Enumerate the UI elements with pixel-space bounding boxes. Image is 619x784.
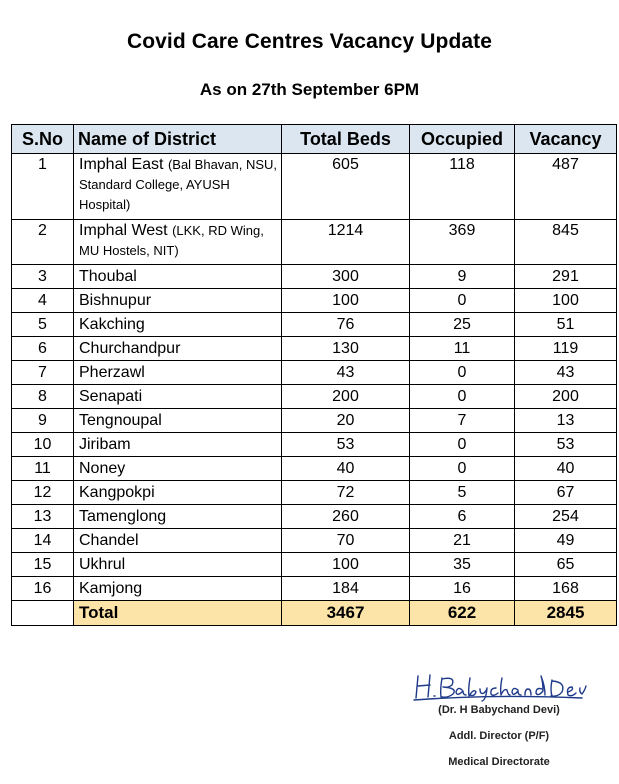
district-name: Pherzawl bbox=[79, 364, 145, 381]
cell-vacancy: 487 bbox=[515, 154, 617, 220]
cell-total-beds: 20 bbox=[282, 409, 410, 433]
cell-vacancy: 51 bbox=[515, 313, 617, 337]
cell-vacancy: 100 bbox=[515, 289, 617, 313]
cell-vacancy: 43 bbox=[515, 361, 617, 385]
handwritten-signature bbox=[412, 670, 588, 704]
cell-total-beds: 300 bbox=[282, 265, 410, 289]
cell-vacancy: 119 bbox=[515, 337, 617, 361]
cell-vacancy: 168 bbox=[515, 577, 617, 601]
cell-total-beds: 70 bbox=[282, 529, 410, 553]
district-facilities-note: (LKK, RD Wing, MU Hostels, NIT) bbox=[79, 223, 264, 258]
table-row bbox=[12, 265, 617, 289]
total-blank-cell bbox=[12, 601, 74, 626]
district-name: Ukhrul bbox=[79, 556, 126, 573]
total-occupied-sum: 622 bbox=[410, 601, 515, 626]
cell-vacancy: 845 bbox=[515, 220, 617, 265]
cell-sno: 4 bbox=[12, 289, 74, 313]
cell-total-beds: 200 bbox=[282, 385, 410, 409]
cell-sno: 3 bbox=[12, 265, 74, 289]
cell-district bbox=[74, 154, 282, 220]
table-row bbox=[12, 361, 617, 385]
table-row bbox=[12, 385, 617, 409]
cell-vacancy: 40 bbox=[515, 457, 617, 481]
cell-total-beds: 130 bbox=[282, 337, 410, 361]
district-name: Churchandpur bbox=[79, 340, 181, 357]
table-header-row bbox=[12, 125, 617, 154]
cell-total-beds: 1214 bbox=[282, 220, 410, 265]
header-sno: S.No bbox=[12, 125, 74, 154]
cell-occupied: 0 bbox=[410, 433, 515, 457]
cell-sno: 1 bbox=[12, 154, 74, 220]
cell-occupied: 0 bbox=[410, 457, 515, 481]
district-name: Noney bbox=[79, 460, 126, 477]
cell-sno: 2 bbox=[12, 220, 74, 265]
cell-occupied: 6 bbox=[410, 505, 515, 529]
cell-sno: 6 bbox=[12, 337, 74, 361]
cell-district bbox=[74, 289, 282, 313]
cell-sno: 5 bbox=[12, 313, 74, 337]
district-name: Imphal East bbox=[79, 156, 164, 173]
district-name: Kakching bbox=[79, 316, 145, 333]
cell-district bbox=[74, 385, 282, 409]
header-district: Name of District bbox=[74, 125, 282, 154]
table-row bbox=[12, 337, 617, 361]
table-row bbox=[12, 220, 617, 265]
cell-total-beds: 605 bbox=[282, 154, 410, 220]
header-total-beds: Total Beds bbox=[282, 125, 410, 154]
vacancy-table bbox=[11, 124, 617, 626]
cell-district bbox=[74, 265, 282, 289]
cell-sno: 9 bbox=[12, 409, 74, 433]
total-beds-sum: 3467 bbox=[282, 601, 410, 626]
cell-total-beds: 72 bbox=[282, 481, 410, 505]
cell-district bbox=[74, 505, 282, 529]
cell-district bbox=[74, 481, 282, 505]
cell-occupied: 5 bbox=[410, 481, 515, 505]
district-name: Imphal West bbox=[79, 222, 168, 239]
table-row bbox=[12, 409, 617, 433]
table-row bbox=[12, 457, 617, 481]
cell-total-beds: 40 bbox=[282, 457, 410, 481]
page-subtitle: As on 27th September 6PM bbox=[199, 80, 420, 99]
cell-sno: 8 bbox=[12, 385, 74, 409]
cell-total-beds: 260 bbox=[282, 505, 410, 529]
cell-sno: 14 bbox=[12, 529, 74, 553]
cell-vacancy: 13 bbox=[515, 409, 617, 433]
cell-occupied: 21 bbox=[410, 529, 515, 553]
cell-district bbox=[74, 337, 282, 361]
cell-district bbox=[74, 529, 282, 553]
cell-district bbox=[74, 361, 282, 385]
cell-vacancy: 254 bbox=[515, 505, 617, 529]
cell-sno: 12 bbox=[12, 481, 74, 505]
signatory-designation: Addl. Director (P/F) bbox=[448, 730, 550, 742]
header-vacancy: Vacancy bbox=[515, 125, 617, 154]
cell-sno: 7 bbox=[12, 361, 74, 385]
table-row bbox=[12, 553, 617, 577]
cell-occupied: 0 bbox=[410, 289, 515, 313]
cell-total-beds: 43 bbox=[282, 361, 410, 385]
cell-vacancy: 200 bbox=[515, 385, 617, 409]
district-name: Jiribam bbox=[79, 436, 131, 453]
cell-total-beds: 100 bbox=[282, 553, 410, 577]
cell-occupied: 9 bbox=[410, 265, 515, 289]
cell-occupied: 35 bbox=[410, 553, 515, 577]
table-row bbox=[12, 154, 617, 220]
cell-occupied: 25 bbox=[410, 313, 515, 337]
cell-vacancy: 53 bbox=[515, 433, 617, 457]
district-name: Thoubal bbox=[79, 268, 137, 285]
table-row bbox=[12, 577, 617, 601]
cell-vacancy: 67 bbox=[515, 481, 617, 505]
cell-district bbox=[74, 313, 282, 337]
cell-occupied: 11 bbox=[410, 337, 515, 361]
cell-sno: 16 bbox=[12, 577, 74, 601]
signature-block bbox=[404, 664, 594, 776]
cell-vacancy: 65 bbox=[515, 553, 617, 577]
district-name: Bishnupur bbox=[79, 292, 152, 309]
cell-occupied: 16 bbox=[410, 577, 515, 601]
total-row bbox=[12, 601, 617, 626]
total-vacancy-sum: 2845 bbox=[515, 601, 617, 626]
table-row bbox=[12, 481, 617, 505]
cell-district bbox=[74, 577, 282, 601]
cell-occupied: 7 bbox=[410, 409, 515, 433]
cell-occupied: 0 bbox=[410, 361, 515, 385]
cell-total-beds: 184 bbox=[282, 577, 410, 601]
cell-sno: 10 bbox=[12, 433, 74, 457]
district-name: Chandel bbox=[79, 532, 139, 549]
district-name: Tengnoupal bbox=[79, 412, 162, 429]
district-name: Kamjong bbox=[79, 580, 143, 597]
cell-vacancy: 291 bbox=[515, 265, 617, 289]
header-occupied: Occupied bbox=[410, 125, 515, 154]
signatory-name: (Dr. H Babychand Devi) bbox=[438, 704, 560, 716]
cell-occupied: 118 bbox=[410, 154, 515, 220]
table-row bbox=[12, 529, 617, 553]
signatory-office: Medical Directorate bbox=[448, 756, 550, 768]
cell-sno: 15 bbox=[12, 553, 74, 577]
cell-sno: 13 bbox=[12, 505, 74, 529]
district-name: Senapati bbox=[79, 388, 143, 405]
cell-district bbox=[74, 457, 282, 481]
table-row bbox=[12, 433, 617, 457]
cell-total-beds: 53 bbox=[282, 433, 410, 457]
cell-district bbox=[74, 433, 282, 457]
cell-district bbox=[74, 553, 282, 577]
total-label: Total bbox=[74, 601, 282, 626]
table-row bbox=[12, 289, 617, 313]
cell-sno: 11 bbox=[12, 457, 74, 481]
table-row bbox=[12, 313, 617, 337]
cell-occupied: 0 bbox=[410, 385, 515, 409]
cell-total-beds: 100 bbox=[282, 289, 410, 313]
cell-district bbox=[74, 220, 282, 265]
district-name: Tamenglong bbox=[79, 508, 167, 525]
table-row bbox=[12, 505, 617, 529]
cell-district bbox=[74, 409, 282, 433]
district-facilities-note: (Bal Bhavan, NSU, Standard College, AYUSH Hospital) bbox=[79, 157, 278, 212]
cell-occupied: 369 bbox=[410, 220, 515, 265]
cell-total-beds: 76 bbox=[282, 313, 410, 337]
cell-vacancy: 49 bbox=[515, 529, 617, 553]
district-name: Kangpokpi bbox=[79, 484, 155, 501]
page-title: Covid Care Centres Vacancy Update bbox=[126, 30, 493, 53]
